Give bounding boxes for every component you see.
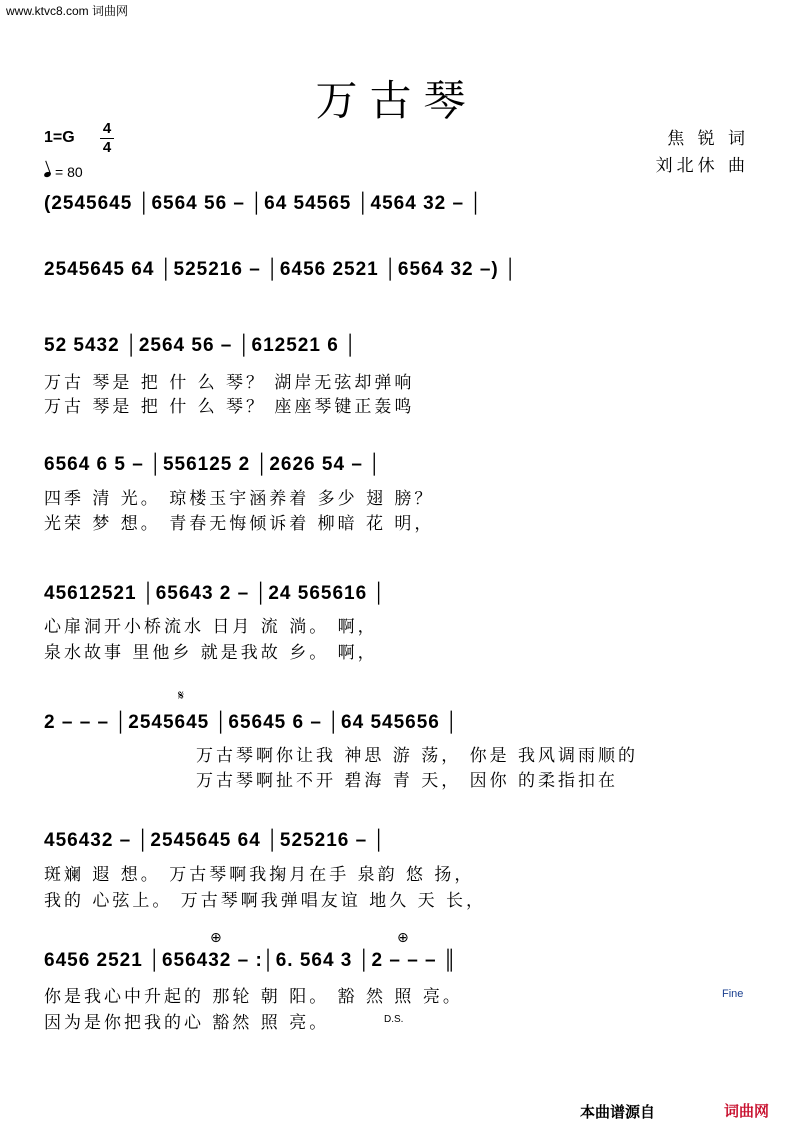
notation-row-1: (2545645 │6564 56 – │64 54565 │4564 32 – │ xyxy=(44,193,484,214)
time-signature-bottom: 4 xyxy=(102,139,112,156)
notation-row-5: 45612521 │65643 2 – │24 565616 │ xyxy=(44,583,387,604)
notation-row-6: 2 – – – │2545645 │65645 6 – │64 545656 │ xyxy=(44,712,460,733)
lyric-row-5-line-1: 斑斓 遐 想。 万古琴啊我掬月在手 泉韵 悠 扬， xyxy=(44,865,475,885)
site-watermark: www.ktvc8.com 词曲网 xyxy=(6,4,129,18)
coda-icon-1: ⊕ xyxy=(210,930,222,946)
tempo-value: = 80 xyxy=(55,164,83,180)
lyric-row-2-line-2: 光荣 梦 想。 青春无悔倾诉着 柳暗 花 明， xyxy=(44,514,435,534)
notation-row-4: 6564 6 5 – │556125 2 │2626 54 – │ xyxy=(44,454,383,475)
time-signature-top: 4 xyxy=(102,120,112,137)
coda-icon-2: ⊕ xyxy=(397,930,409,946)
lyric-row-4-line-1: 万古琴啊你让我 神思 游 荡， 你是 我风调雨顺的 xyxy=(196,746,639,766)
lyric-row-3-line-1: 心扉洞开小桥流水 日月 流 淌。 啊， xyxy=(44,617,378,637)
time-signature xyxy=(100,121,114,156)
tempo-mark xyxy=(44,164,83,180)
ds-mark: D.S. xyxy=(384,1014,404,1025)
lyric-row-1-line-1: 万古 琴是 把 什 么 琴？ 湖岸无弦却弹响 xyxy=(44,373,415,393)
lyric-row-2-line-1: 四季 清 光。 琼楼玉宇涵养着 多少 翅 膀？ xyxy=(44,489,435,509)
lyricist-credit: 焦 锐 词 xyxy=(667,129,749,149)
lyric-row-1-line-2: 万古 琴是 把 什 么 琴？ 座座琴键正轰鸣 xyxy=(44,397,415,417)
source-badge: 词曲网 xyxy=(724,1102,770,1120)
composer-credit: 刘北休 曲 xyxy=(655,156,749,176)
segno-icon: 𝄋 xyxy=(178,688,185,704)
notation-row-2: 2545645 64 │525216 – │6456 2521 │6564 32 –) │ xyxy=(44,259,518,280)
key-signature: 1=G xyxy=(44,129,75,146)
notation-row-3: 52 5432 │2564 56 – │612521 6 │ xyxy=(44,335,358,356)
lyric-row-5-line-2: 我的 心弦上。 万古琴啊我弹唱友谊 地久 天 长， xyxy=(44,891,487,911)
notation-row-7: 456432 – │2545645 64 │525216 – │ xyxy=(44,830,387,851)
lyric-row-4-line-2: 万古琴啊扯不开 碧海 青 天， 因你 的柔指扣在 xyxy=(196,771,619,791)
song-title: 万古琴 xyxy=(315,76,478,125)
lyric-row-6-line-1: 你是我心中升起的 那轮 朝 阳。 豁 然 照 亮。 xyxy=(44,987,463,1007)
quarter-note-icon xyxy=(43,171,51,178)
lyric-row-3-line-2: 泉水故事 里他乡 就是我故 乡。 啊， xyxy=(44,643,378,663)
source-label: 本曲谱源自 xyxy=(580,1103,656,1121)
lyric-row-6-line-2: 因为是你把我的心 豁然 照 亮。 xyxy=(44,1013,330,1033)
notation-row-8: 6456 2521 │656432 – :│6. 564 3 │2 – – – ║ xyxy=(44,950,458,971)
fine-mark: Fine xyxy=(722,988,744,1000)
